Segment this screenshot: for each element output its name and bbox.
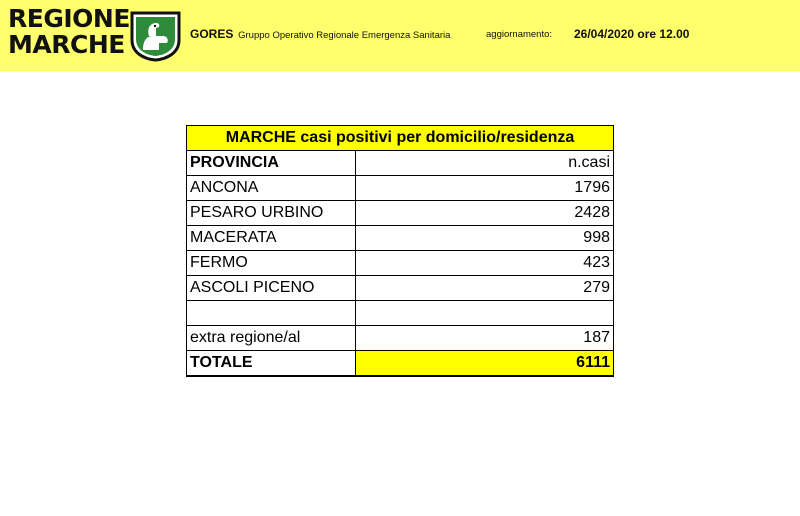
header-banner bbox=[0, 0, 800, 71]
cases-cell: 2428 bbox=[356, 201, 614, 226]
column-header-cases: n.casi bbox=[356, 151, 614, 176]
update-date: 26/04/2020 ore 12.00 bbox=[574, 27, 690, 41]
cases-cell: 1796 bbox=[356, 176, 614, 201]
table-title: MARCHE casi positivi per domicilio/residenza bbox=[187, 126, 614, 151]
province-cell: ASCOLI PICENO bbox=[187, 276, 356, 301]
region-logo-text bbox=[8, 4, 130, 59]
empty-cell bbox=[356, 301, 614, 326]
table-title-row bbox=[187, 126, 614, 151]
region-emblem-icon bbox=[129, 10, 182, 62]
org-acronym: GORES bbox=[190, 27, 234, 41]
total-label: TOTALE bbox=[187, 351, 356, 376]
table-row-total bbox=[187, 351, 614, 376]
empty-cell bbox=[187, 301, 356, 326]
table-row bbox=[187, 201, 614, 226]
province-cell: PESARO URBINO bbox=[187, 201, 356, 226]
extra-region-cases: 187 bbox=[356, 326, 614, 351]
table-row-empty bbox=[187, 301, 614, 326]
table-row bbox=[187, 276, 614, 301]
province-cell: FERMO bbox=[187, 251, 356, 276]
province-cell: ANCONA bbox=[187, 176, 356, 201]
org-name: Gruppo Operativo Regionale Emergenza Sanitaria bbox=[238, 30, 451, 41]
cases-table bbox=[186, 125, 614, 377]
logo-line-2: MARCHE bbox=[8, 30, 125, 59]
total-cases: 6111 bbox=[356, 351, 614, 376]
cases-cell: 279 bbox=[356, 276, 614, 301]
update-label: aggiornamento: bbox=[486, 29, 553, 40]
extra-region-label: extra regione/al bbox=[187, 326, 356, 351]
cases-cell: 423 bbox=[356, 251, 614, 276]
column-header-province: PROVINCIA bbox=[187, 151, 356, 176]
cases-cell: 998 bbox=[356, 226, 614, 251]
table-row-extra bbox=[187, 326, 614, 351]
table-row bbox=[187, 176, 614, 201]
table-row bbox=[187, 251, 614, 276]
header-info bbox=[190, 27, 690, 45]
province-cell: MACERATA bbox=[187, 226, 356, 251]
table-row bbox=[187, 226, 614, 251]
logo-line-1: REGIONE bbox=[8, 4, 130, 33]
table-header-row bbox=[187, 151, 614, 176]
